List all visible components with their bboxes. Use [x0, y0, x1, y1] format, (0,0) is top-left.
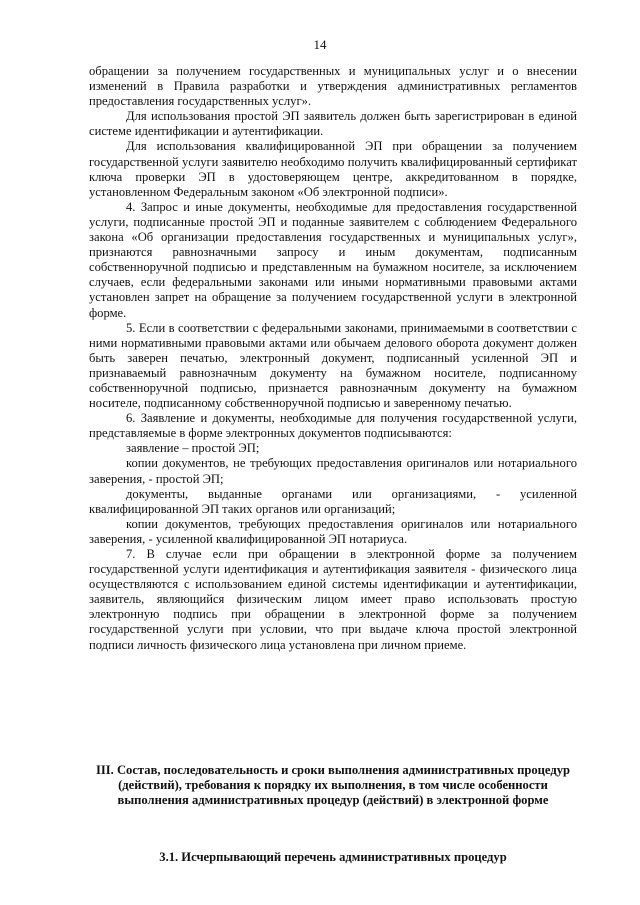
page-number: 14: [313, 37, 327, 52]
subsection-heading: 3.1. Исчерпывающий перечень административных процедур: [159, 850, 507, 864]
body-text: [89, 64, 577, 653]
paragraph: 6. Заявление и документы, необходимые для получения государственной услуги, представляемые в форме электронных документов подписываются:: [89, 411, 577, 441]
paragraph: заявление – простой ЭП;: [126, 441, 260, 456]
paragraph: обращении за получением государственных и муниципальных услуг и о внесении изменений в Правила разработки и утверждения административных регламентов предоставления государственных услуг».: [89, 64, 577, 109]
paragraph: копии документов, требующих предоставления оригиналов или нотариального заверения, - усиленной квалифицированной ЭП нотариуса.: [89, 516, 577, 546]
paragraph: копии документов, не требующих предоставления оригиналов или нотариального заверения, - простой ЭП;: [89, 456, 577, 486]
paragraph: 4. Запрос и иные документы, необходимые для предоставления государственной услуги, подписанные простой ЭП и поданные заявителем с соблюдением Федерального закона «Об организации предоставления государственных и муниципальных услуг», признаются равнозначными запросу и иным документам, подписанным собственноручной подписью и представленным на бумажном носителе, за исключением случаев, если федеральными законами или иными нормативными правовыми актами установлен запрет на обращение за получением государственной услуги в электронной форме.: [89, 199, 577, 320]
paragraph: 7. В случае если при обращении в электронной форме за получением государственной услуги идентификация и аутентификация заявителя - физического лица осуществляются с использованием единой системы идентификации и аутентификации, заявитель, являющийся физическим лицом имеет право использовать простую электронную подпись при обращении в электронной форме за получением государственной услуги при условии, что при выдаче ключа простой электронной подписи личность физического лица установлена при личном приеме.: [89, 547, 577, 652]
paragraph: Для использования простой ЭП заявитель должен быть зарегистрирован в единой системе идентификации и аутентификации.: [89, 109, 577, 139]
paragraph: 5. Если в соответствии с федеральными законами, принимаемыми в соответствии с ними нормативными правовыми актами или обычаем делового оборота документ должен быть заверен печатью, электронный документ, подписанный усиленной ЭП и признаваемый равнозначным документу на бумажном носителе, подписанному собственноручной подписью, признается равнозначным документу на бумажном носителе, подписанному собственноручной подписью и заверенному печатью.: [89, 320, 577, 411]
paragraph: Для использования квалифицированной ЭП при обращении за получением государственной услуги заявителю необходимо получить квалифицированный сертификат ключа проверки ЭП в удостоверяющем центре, аккредитованном в порядке, установленном Федеральным законом «Об электронной подписи».: [89, 139, 577, 199]
paragraph: документы, выданные органами или организациями, - усиленной квалифицированной ЭП таких органов или организаций;: [89, 486, 577, 516]
section-heading: III. Состав, последовательность и сроки выполнения административных процедур (действий), требования к порядку их выполнения, в том числе особенности выполнения административных процедур (действий) в электронной форме: [95, 763, 571, 808]
